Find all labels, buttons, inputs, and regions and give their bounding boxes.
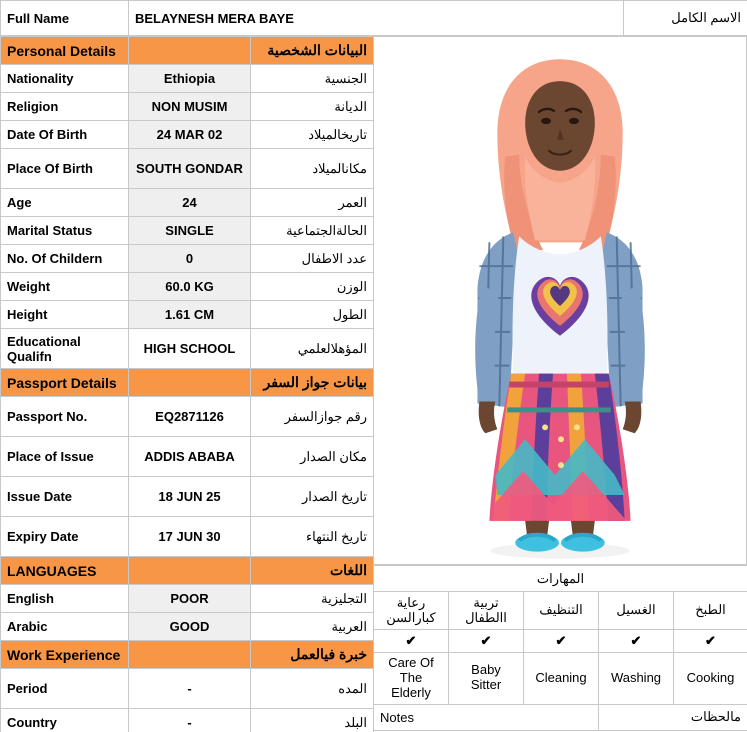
applicant-photo (373, 36, 747, 565)
skill-washing-label: Washing (599, 653, 674, 705)
section-work-experience-spacer (129, 641, 251, 669)
details-column (0, 36, 373, 732)
period-label: Period (1, 669, 129, 709)
skills-panel (373, 565, 747, 731)
section-languages-label-ar: اللغات (251, 557, 374, 585)
skill-cooking-label-arabic: الطبخ (674, 592, 747, 630)
religion-label: Religion (1, 93, 129, 121)
skill-cleaning-check-icon: ✔ (524, 630, 599, 653)
age-label-arabic: العمر (251, 189, 374, 217)
period-label-arabic: المده (251, 669, 374, 709)
skill-washing-label-arabic: الغسيل (599, 592, 674, 630)
table-row (1, 189, 374, 217)
place-of-birth-label: Place Of Birth (1, 149, 129, 189)
educational-qualification-value: HIGH SCHOOL (129, 329, 251, 369)
skill-baby-sitter-label-arabic: تربية االطفال (449, 592, 524, 630)
section-work-experience-label-en: Work Experience (1, 641, 129, 669)
table-row (1, 217, 374, 245)
table-row (1, 121, 374, 149)
educational-qualification-label-arabic: المؤهلالعلمي (251, 329, 374, 369)
weight-value: 60.0 KG (129, 273, 251, 301)
passport-number-label-arabic: رقم جوازالسفر (251, 397, 374, 437)
weight-label: Weight (1, 273, 129, 301)
table-row (1, 93, 374, 121)
educational-qualification-label: Educational Qualifn (1, 329, 129, 369)
section-work-experience-label-ar: خبرة فيالعمل (251, 641, 374, 669)
skills-check-row (374, 630, 747, 653)
section-passport-details-spacer (129, 369, 251, 397)
skill-cooking-check-icon: ✔ (674, 630, 747, 653)
table-row (1, 709, 374, 732)
section-work-experience (1, 641, 374, 669)
date-of-birth-value: 24 MAR 02 (129, 121, 251, 149)
number-of-children-label-arabic: عدد الاطفال (251, 245, 374, 273)
height-value: 1.61 CM (129, 301, 251, 329)
place-of-issue-label: Place of Issue (1, 437, 129, 477)
period-value: - (129, 669, 251, 709)
place-of-birth-label-arabic: مكانالميلاد (251, 149, 374, 189)
skill-baby-sitter-label: Baby Sitter (449, 653, 524, 705)
section-personal-details-spacer (129, 37, 251, 65)
arabic-label: Arabic (1, 613, 129, 641)
nationality-label-arabic: الجنسية (251, 65, 374, 93)
passport-number-value: EQ2871126 (129, 397, 251, 437)
expiry-date-label: Expiry Date (1, 517, 129, 557)
nationality-value: Ethiopia (129, 65, 251, 93)
expiry-date-value: 17 JUN 30 (129, 517, 251, 557)
applicant-photo-illustration (374, 37, 746, 564)
full-name-value: BELAYNESH MERA BAYE (129, 1, 624, 36)
height-label: Height (1, 301, 129, 329)
notes-label-arabic: مالحظات (599, 704, 747, 730)
english-value: POOR (129, 585, 251, 613)
religion-label-arabic: الديانة (251, 93, 374, 121)
place-of-issue-value: ADDIS ABABA (129, 437, 251, 477)
passport-number-label: Passport No. (1, 397, 129, 437)
number-of-children-label: No. Of Childern (1, 245, 129, 273)
skills-title-row (374, 566, 747, 592)
section-personal-details (1, 37, 374, 65)
marital-status-value: SINGLE (129, 217, 251, 245)
skill-care-elderly-label: Care Of The Elderly (374, 653, 449, 705)
full-name-label: Full Name (1, 1, 129, 36)
table-row (1, 585, 374, 613)
place-of-issue-label-arabic: مكان الصدار (251, 437, 374, 477)
notes-row (374, 704, 747, 730)
table-row (1, 397, 374, 437)
nationality-label: Nationality (1, 65, 129, 93)
english-label: English (1, 585, 129, 613)
marital-status-label: Marital Status (1, 217, 129, 245)
age-label: Age (1, 189, 129, 217)
skill-baby-sitter-check-icon: ✔ (449, 630, 524, 653)
notes-label: Notes (374, 704, 599, 730)
table-row (1, 669, 374, 709)
table-row (1, 149, 374, 189)
section-languages-spacer (129, 557, 251, 585)
section-languages (1, 557, 374, 585)
skill-cleaning-label: Cleaning (524, 653, 599, 705)
section-passport-details (1, 369, 374, 397)
country-value: - (129, 709, 251, 732)
table-row (1, 477, 374, 517)
table-row (1, 245, 374, 273)
marital-status-label-arabic: الحالةالجتماعية (251, 217, 374, 245)
skill-care-elderly-check-icon: ✔ (374, 630, 449, 653)
english-label-arabic: التجليزية (251, 585, 374, 613)
full-name-label-arabic: الاسم الكامل (624, 1, 747, 36)
country-label: Country (1, 709, 129, 732)
issue-date-label: Issue Date (1, 477, 129, 517)
section-passport-details-label-en: Passport Details (1, 369, 129, 397)
section-personal-details-label-ar: البيانات الشخصية (251, 37, 374, 65)
section-languages-label-en: LANGUAGES (1, 557, 129, 585)
skills-english-row (374, 653, 747, 705)
table-row (1, 65, 374, 93)
table-row (1, 273, 374, 301)
table-row (1, 437, 374, 477)
section-passport-details-label-ar: بيانات جواز السفر (251, 369, 374, 397)
date-of-birth-label-arabic: تاريخالميلاد (251, 121, 374, 149)
skill-washing-check-icon: ✔ (599, 630, 674, 653)
skills-arabic-row (374, 592, 747, 630)
full-name-row (0, 0, 747, 36)
age-value: 24 (129, 189, 251, 217)
table-row (1, 329, 374, 369)
section-personal-details-label-en: Personal Details (1, 37, 129, 65)
religion-value: NON MUSIM (129, 93, 251, 121)
country-label-arabic: البلد (251, 709, 374, 732)
issue-date-label-arabic: تاريخ الصدار (251, 477, 374, 517)
skill-care-elderly-label-arabic: رعاية كبارالسن (374, 592, 449, 630)
skill-cooking-label: Cooking (674, 653, 747, 705)
weight-label-arabic: الوزن (251, 273, 374, 301)
place-of-birth-value: SOUTH GONDAR (129, 149, 251, 189)
table-row (1, 613, 374, 641)
issue-date-value: 18 JUN 25 (129, 477, 251, 517)
skills-title: المهارات (374, 566, 747, 592)
height-label-arabic: الطول (251, 301, 374, 329)
date-of-birth-label: Date Of Birth (1, 121, 129, 149)
skill-cleaning-label-arabic: التنظيف (524, 592, 599, 630)
table-row (1, 517, 374, 557)
table-row (1, 301, 374, 329)
arabic-label-arabic: العربية (251, 613, 374, 641)
arabic-value: GOOD (129, 613, 251, 641)
expiry-date-label-arabic: تاريخ النتهاء (251, 517, 374, 557)
number-of-children-value: 0 (129, 245, 251, 273)
